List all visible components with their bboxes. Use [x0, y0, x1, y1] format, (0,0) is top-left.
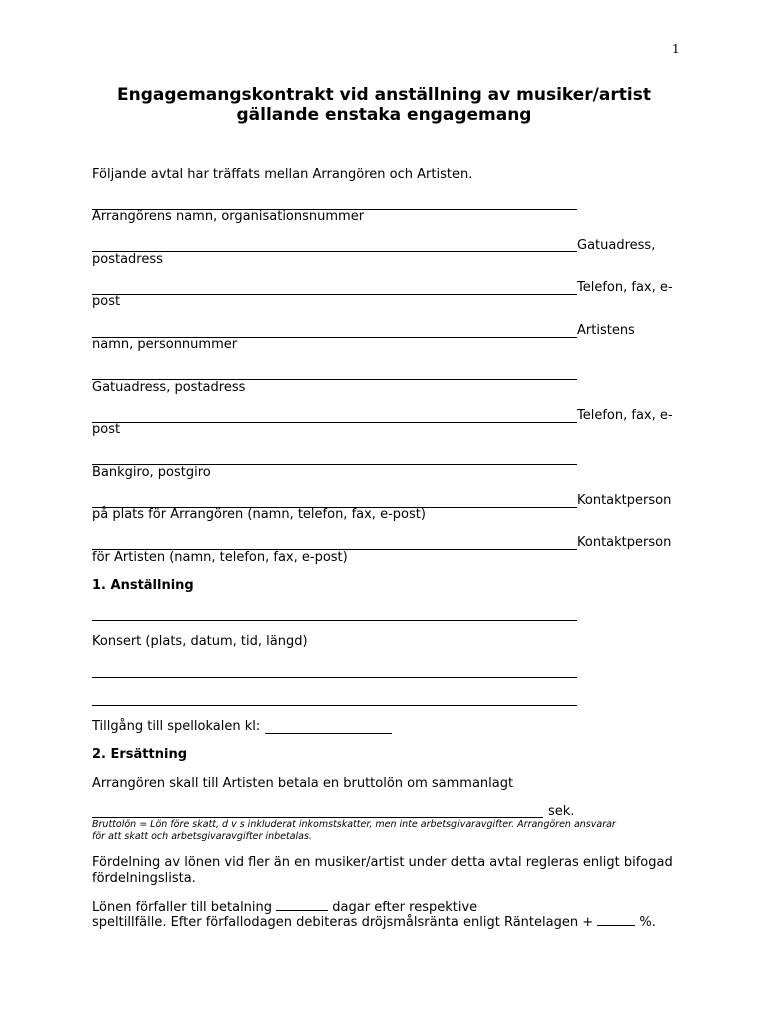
intro-text: Följande avtal har träffats mellan Arrangören och Artisten.: [92, 167, 473, 182]
field-line-tillgang[interactable]: [265, 733, 392, 734]
label-konsert: Konsert (plats, datum, tid, längd): [92, 634, 308, 649]
label-artist-namn-a: Artistens: [577, 323, 635, 338]
label-gatuadress-1b: postadress: [92, 252, 163, 267]
betalning-line-1: [92, 899, 477, 915]
label-gatuadress-1a: Gatuadress,: [577, 238, 656, 253]
label-sek: sek.: [548, 804, 575, 819]
label-kontakt-1b: på plats för Arrangören (namn, telefon, fax, e-post): [92, 507, 426, 522]
title-line-1: Engagemangskontrakt vid anställning av musiker/artist: [117, 85, 651, 105]
field-line-konsert-1[interactable]: [92, 677, 577, 678]
section-2-heading: 2. Ersättning: [92, 747, 188, 762]
label-gatuadress-2: Gatuadress, postadress: [92, 380, 246, 395]
label-kontakt-2a: Kontaktperson: [577, 535, 672, 550]
document-title: [80, 85, 688, 125]
label-tillgang: Tillgång till spellokalen kl:: [92, 719, 261, 734]
betalning-text-2b: %.: [635, 915, 656, 930]
field-line-telefon-1[interactable]: [92, 294, 577, 295]
bruttolon-note-1: Bruttolön = Lön före skatt, d v s inkluderat inkomstskatter, men inte arbetsgivaravgifter. Arrangören ansvarar: [92, 819, 616, 830]
label-arrangor-namn: Arrangörens namn, organisationsnummer: [92, 209, 365, 224]
fordelning-line-2: fördelningslista.: [92, 871, 196, 886]
label-artist-namn-b: namn, personnummer: [92, 337, 238, 352]
betalning-text-1b: dagar efter respektive: [328, 900, 478, 915]
fordelning-line-1: Fördelning av lönen vid fler än en musiker/artist under detta avtal regleras enligt bifogad: [92, 855, 673, 870]
field-betalning-dagar[interactable]: [276, 899, 328, 911]
label-kontakt-2b: för Artisten (namn, telefon, fax, e-post): [92, 550, 348, 565]
label-telefon-1b: post: [92, 294, 121, 309]
label-bankgiro: Bankgiro, postgiro: [92, 465, 211, 480]
field-line-telefon-2[interactable]: [92, 422, 577, 423]
betalning-text-2a: speltillfälle. Efter förfallodagen debiteras dröjsmålsränta enligt Räntelagen +: [92, 915, 598, 930]
page-number: 1: [672, 42, 680, 56]
ersattning-intro: Arrangören skall till Artisten betala en bruttolön om sammanlagt: [92, 776, 514, 791]
betalning-text-1a: Lönen förfaller till betalning: [92, 900, 277, 915]
betalning-line-2: [92, 914, 656, 930]
bruttolon-note-2: för att skatt och arbetsgivaravgifter inbetalas.: [92, 831, 312, 842]
field-rantesats[interactable]: [597, 914, 635, 926]
field-line-konsert-2[interactable]: [92, 705, 577, 706]
label-telefon-2b: post: [92, 422, 121, 437]
field-line-gatuadress-1[interactable]: [92, 251, 577, 252]
label-kontakt-1a: Kontaktperson: [577, 493, 672, 508]
field-line-anstallning[interactable]: [92, 620, 577, 621]
section-1-heading: 1. Anställning: [92, 578, 194, 593]
field-line-bruttolon[interactable]: [92, 817, 543, 818]
title-line-2: gällande enstaka engagemang: [236, 105, 532, 125]
label-telefon-2a: Telefon, fax, e-: [577, 408, 673, 423]
label-telefon-1a: Telefon, fax, e-: [577, 280, 673, 295]
